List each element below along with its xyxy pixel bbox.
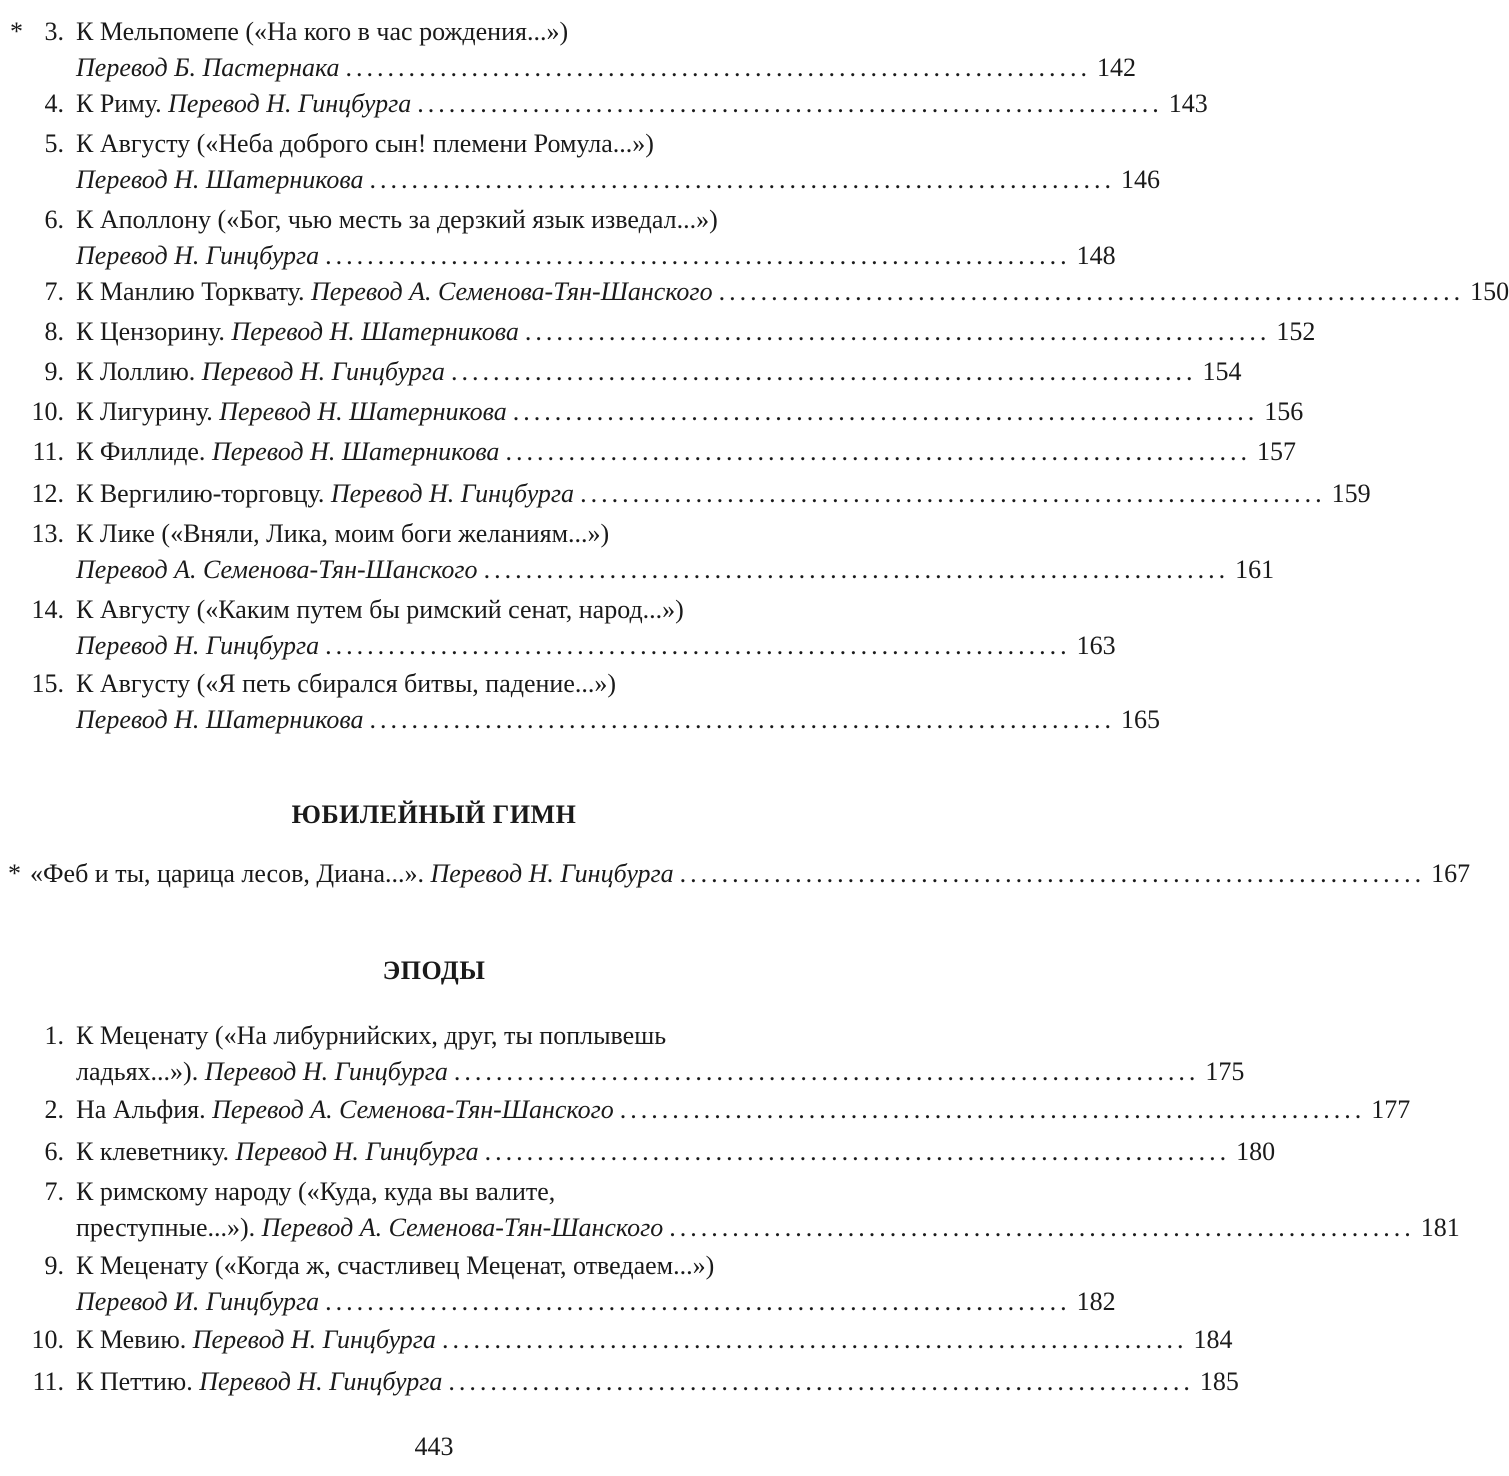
dot-leader: .......................................................................	[417, 89, 1163, 118]
entry-translator: Перевод Н. Гинцбурга	[430, 859, 674, 888]
toc-entry-9	[0, 354, 1242, 390]
dot-leader: .......................................................................	[450, 357, 1197, 386]
entry-page: 142	[1097, 53, 1136, 82]
entry-translator: Перевод Н. Гинцбурга	[201, 357, 445, 386]
entry-translator: Перевод Н. Гинцбурга	[235, 1137, 479, 1166]
toc-entry-11	[0, 434, 1296, 470]
dot-leader: .......................................................................	[669, 1213, 1415, 1242]
entry-number: 12.	[31, 479, 64, 508]
entry-title: К Цензорину.	[76, 317, 225, 346]
toc-entry-epode-6	[0, 1134, 1276, 1170]
entry-number: 2.	[44, 1095, 64, 1124]
toc-entry-epode-10	[0, 1322, 1233, 1358]
entry-page: 156	[1264, 397, 1304, 426]
entry-number: 7.	[44, 277, 64, 306]
toc-entry-14	[0, 592, 1116, 664]
dot-leader: .......................................................................	[345, 53, 1091, 82]
entry-number: 9.	[44, 1251, 64, 1280]
entry-title: На Альфия.	[76, 1095, 206, 1124]
entry-page: 184	[1193, 1325, 1233, 1354]
toc-entry-jubilee-hymn	[0, 856, 1471, 892]
entry-page: 143	[1168, 89, 1208, 118]
dot-leader: .......................................................................	[453, 1057, 1200, 1086]
toc-entry-epode-1	[0, 1018, 1245, 1090]
dot-leader: .......................................................................	[325, 1287, 1071, 1316]
dot-leader: .......................................................................	[369, 165, 1115, 194]
asterisk-mark: *	[10, 17, 23, 46]
page-number: 443	[414, 1432, 454, 1461]
entry-title: К Лоллию.	[76, 357, 196, 386]
entry-number: 11.	[32, 1367, 64, 1396]
entry-number: 13.	[31, 519, 64, 548]
toc-entry-8	[0, 314, 1316, 350]
entry-number: 9.	[44, 357, 64, 386]
dot-leader: .......................................................................	[524, 317, 1271, 346]
toc-entry-3	[0, 14, 1136, 86]
entry-translator: Перевод Н. Шатерникова	[76, 165, 364, 194]
entry-number: 11.	[32, 437, 64, 466]
dot-leader: .......................................................................	[718, 277, 1465, 306]
entry-page: 152	[1276, 317, 1316, 346]
entry-page: 163	[1076, 631, 1116, 660]
entry-translator: Перевод Б. Пастернака	[76, 53, 340, 82]
toc-entry-epode-11	[0, 1364, 1239, 1400]
entry-title: К Мельпомепе («На кого в час рождения...»)	[76, 17, 569, 46]
entry-title: К Лике («Вняли, Лика, моим боги желаниям...»)	[76, 519, 610, 548]
toc-entry-5	[0, 126, 1160, 198]
entry-page: 180	[1236, 1137, 1276, 1166]
toc-entry-epode-9	[0, 1248, 1116, 1320]
entry-page: 148	[1076, 241, 1116, 270]
dot-leader: .......................................................................	[580, 479, 1326, 508]
entry-title: К Меценату («Когда ж, счастливец Меценат, отведаем...»)	[76, 1251, 715, 1280]
toc-entry-15	[0, 666, 1160, 738]
entry-number: 14.	[31, 595, 64, 624]
entry-number: 10.	[31, 397, 64, 426]
entry-page: 165	[1121, 705, 1160, 734]
entry-title: К Меценату («На либурнийских, друг, ты поплывешь	[76, 1021, 667, 1050]
entry-title: К Лигурину.	[76, 397, 213, 426]
entry-title: К Мевию.	[76, 1325, 187, 1354]
entry-page: 146	[1121, 165, 1160, 194]
entry-title: К Манлию Торквату.	[76, 277, 305, 306]
entry-number: 3.	[44, 17, 64, 46]
dot-leader: .......................................................................	[369, 705, 1115, 734]
dot-leader: .......................................................................	[505, 437, 1251, 466]
entry-translator: Перевод Н. Гинцбурга	[76, 241, 320, 270]
entry-title: К Филлиде.	[76, 437, 206, 466]
asterisk-mark: *	[8, 859, 21, 888]
toc-entry-13	[0, 516, 1275, 588]
entry-title: К Августу («Каким путем бы римский сенат, народ...»)	[76, 595, 684, 624]
entry-number: 1.	[44, 1021, 64, 1050]
entry-title: «Феб и ты, царица лесов, Диана...».	[30, 859, 424, 888]
entry-title: К римскому народу («Куда, куда вы валите,	[76, 1177, 556, 1206]
entry-translator: Перевод А. Семенова-Тян-Шанского	[212, 1095, 614, 1124]
entry-translator: Перевод И. Гинцбурга	[76, 1287, 320, 1316]
entry-number: 6.	[44, 1137, 64, 1166]
toc-entry-7	[0, 274, 1509, 310]
toc-entry-12	[0, 476, 1371, 512]
toc-entry-epode-2	[0, 1092, 1411, 1128]
entry-page: 154	[1202, 357, 1242, 386]
entry-translator: Перевод Н. Гинцбурга	[330, 479, 575, 508]
toc-entry-epode-7	[0, 1174, 1460, 1246]
dot-leader: .......................................................................	[484, 1137, 1231, 1166]
entry-page: 182	[1076, 1287, 1116, 1316]
dot-leader: .......................................................................	[619, 1095, 1366, 1124]
entry-title: К Петтию.	[76, 1367, 193, 1396]
entry-page: 181	[1420, 1213, 1460, 1242]
entry-page: 159	[1331, 479, 1371, 508]
entry-number: 7.	[44, 1177, 64, 1206]
entry-title: К клеветнику.	[76, 1137, 230, 1166]
entry-title-continued: преступные...»).	[76, 1213, 256, 1242]
entry-translator: Перевод А. Семенова-Тян-Шанского	[76, 555, 478, 584]
entry-number: 10.	[31, 1325, 64, 1354]
toc-entry-6	[0, 202, 1116, 274]
entry-translator: Перевод Н. Шатерникова	[231, 317, 519, 346]
dot-leader: .......................................................................	[325, 241, 1071, 270]
entry-page: 150	[1470, 277, 1509, 306]
entry-title: К Августу («Неба доброго сын! племени Ромула...»)	[76, 129, 654, 158]
dot-leader: .......................................................................	[448, 1367, 1194, 1396]
entry-number: 8.	[44, 317, 64, 346]
entry-page: 161	[1235, 555, 1275, 584]
entry-translator: Перевод Н. Шатерникова	[76, 705, 364, 734]
dot-leader: .......................................................................	[512, 397, 1259, 426]
toc-entry-10	[0, 394, 1304, 430]
entry-title: К Риму.	[76, 89, 162, 118]
entry-translator: Перевод Н. Гинцбурга	[168, 89, 412, 118]
entry-title: К Вергилию-торговцу.	[76, 479, 325, 508]
entry-page: 157	[1256, 437, 1296, 466]
entry-translator: Перевод Н. Гинцбурга	[204, 1057, 448, 1086]
entry-translator: Перевод Н. Шатерникова	[219, 397, 507, 426]
entry-title-continued: ладьях...»).	[76, 1057, 199, 1086]
entry-number: 6.	[44, 205, 64, 234]
entry-page: 175	[1205, 1057, 1245, 1086]
toc-entry-4	[0, 86, 1208, 122]
entry-page: 177	[1371, 1095, 1411, 1124]
entry-translator: Перевод А. Семенова-Тян-Шанского	[311, 277, 713, 306]
section-heading: ЭПОДЫ	[382, 956, 486, 985]
entry-page: 167	[1431, 859, 1471, 888]
entry-number: 4.	[44, 89, 64, 118]
entry-page: 185	[1199, 1367, 1239, 1396]
entry-translator: Перевод Н. Гинцбурга	[199, 1367, 443, 1396]
entry-number: 5.	[44, 129, 64, 158]
dot-leader: .......................................................................	[325, 631, 1071, 660]
entry-title: К Аполлону («Бог, чью месть за дерзкий язык изведал...»)	[76, 205, 718, 234]
entry-title: К Августу («Я петь сбирался битвы, падение...»)	[76, 669, 617, 698]
dot-leader: .......................................................................	[679, 859, 1426, 888]
dot-leader: .......................................................................	[441, 1325, 1188, 1354]
entry-translator: Перевод Н. Гинцбурга	[76, 631, 320, 660]
entry-number: 15.	[31, 669, 64, 698]
section-heading: ЮБИЛЕЙНЫЙ ГИМН	[291, 800, 577, 829]
dot-leader: .......................................................................	[483, 555, 1230, 584]
entry-translator: Перевод Н. Гинцбурга	[192, 1325, 436, 1354]
entry-translator: Перевод Н. Шатерникова	[211, 437, 500, 466]
entry-translator: Перевод А. Семенова-Тян-Шанского	[261, 1213, 664, 1242]
